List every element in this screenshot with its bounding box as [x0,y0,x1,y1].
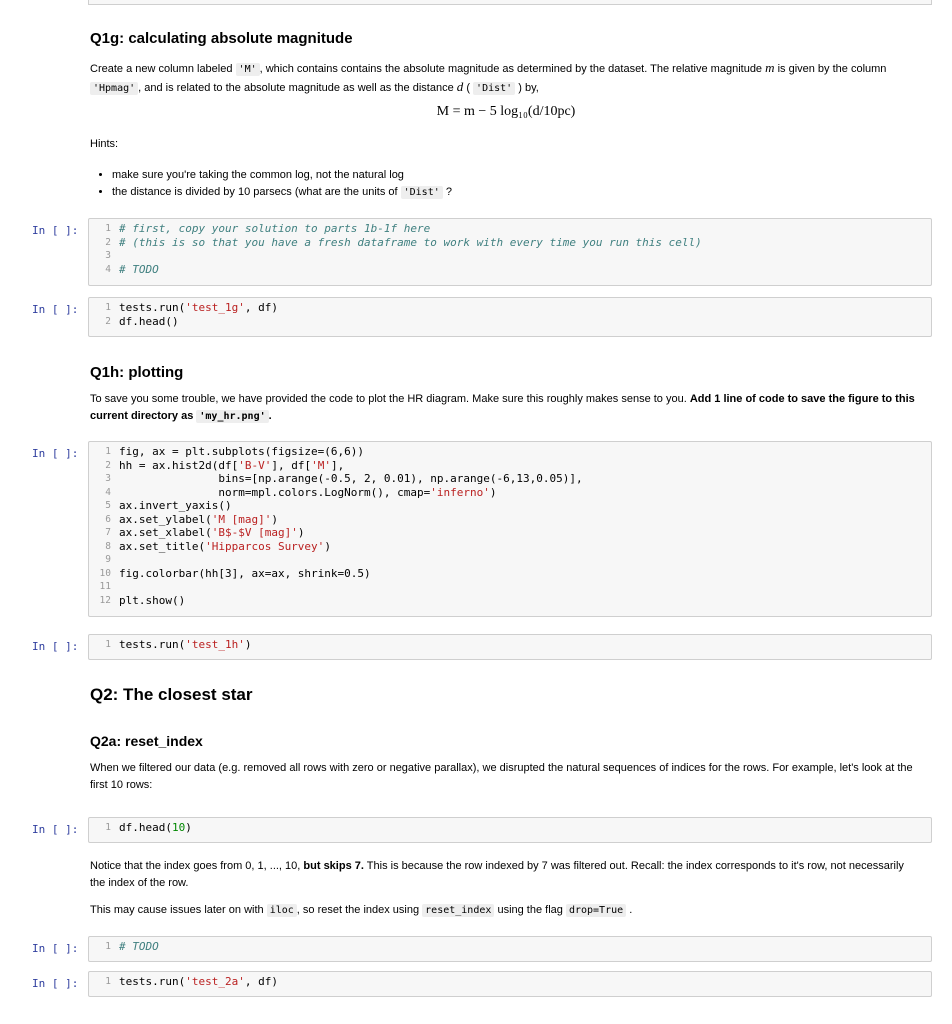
markdown-cell-index-note [90,858,922,919]
code-line: 2 hh = ax.hist2d(df['B-V'], df['M'], [105,458,345,472]
q2-heading: Q2: The closest star [90,685,253,704]
code-cell-2a-solution[interactable] [88,936,932,962]
code-cell-head-10[interactable] [88,817,932,843]
code-line: 1 # TODO [105,940,159,953]
code-cell-hr-plot[interactable] [88,441,932,617]
reset-index-note: This may cause issues later on with iloc , so reset the index using reset_index using the flag drop=True . [90,904,633,916]
cell-prompt: In [ ]: [32,224,79,237]
code-line: 12 plt.show() [99,593,186,607]
code-line: 8 ax.set_title('Hipparcos Survey') [105,539,331,553]
code-line: 1 tests.run('test_1g', df) [105,301,278,314]
code-line: 4 # TODO [105,262,159,276]
code-cell-test-1h[interactable] [88,634,932,660]
cell-prompt: In [ ]: [32,823,79,836]
code-line: 11 [99,581,111,592]
cell-prompt: In [ ]: [32,942,79,955]
hints-label: Hints: [90,138,119,150]
code-line: 7 ax.set_xlabel('B$-$V [mag]') [105,526,305,539]
code-line: 9 [105,554,111,565]
code-line: 3 bins=[np.arange(-0.5, 2, 0.01), np.arange(-6,13,0.05)], [105,472,583,485]
code-line: 1 fig, ax = plt.subplots(figsize=(6,6)) [105,445,365,458]
previous-cell-edge [88,0,932,5]
hint-item: • the distance is divided by 10 parsecs (what are the units of 'Dist' ? [112,184,922,201]
code-line: 10 fig.colorbar(hh[3], ax=ax, shrink=0.5) [99,566,371,580]
code-line: 1 df.head(10) [105,821,192,834]
code-cell-test-1g[interactable] [88,297,932,337]
code-cell-test-2a[interactable] [88,971,932,997]
cell-prompt: In [ ]: [32,640,79,653]
code-line: 2 # (this is so that you have a fresh dataframe to work with every time you run this cell) [105,235,702,249]
cell-prompt: In [ ]: [32,447,79,460]
hint-item: • make sure you're taking the common log, not the natural log [112,167,922,184]
cell-prompt: In [ ]: [32,977,79,990]
q1g-heading: Q1g: calculating absolute magnitude [90,30,353,47]
code-line: 3 [105,250,111,261]
magnitude-formula: M = m − 5 log₁₀(d/10pc) [436,104,576,119]
code-line: 4 norm=mpl.colors.LogNorm(), cmap='inferno') [105,485,497,499]
code-cell-1g-solution[interactable] [88,218,932,286]
code-line: 1 tests.run('test_2a', df) [105,975,278,988]
index-note: Notice that the index goes from 0, 1, ..., 10, but skips 7. This is because the row indexed by 7 was filtered out. Recall: the index corresponds to it's row, not necessarily the index of the row. [90,860,904,889]
markdown-cell-q2 [90,686,922,794]
q1g-description: Create a new column labeled 'M' , which contains contains the absolute magnitude as determined by the dataset. The relative magnitude m is given by the column 'Hpmag' , and is related to the absolute magnitude as well as the distance d ( 'Dist' ) by, [90,60,887,94]
code-line: 2 df.head() [105,314,179,328]
markdown-cell-q1h [90,364,922,425]
q2a-heading: Q2a: reset_index [90,733,203,749]
code-line: 1 # first, copy your solution to parts 1b-1f here [105,222,431,235]
hints-list [90,167,922,201]
code-line: 1 tests.run('test_1h') [105,638,252,651]
q2a-description: When we filtered our data (e.g. removed all rows with zero or negative parallax), we disrupted the natural sequences of indices for the rows. For example, let's look at the first 10 rows: [90,762,913,791]
q1h-heading: Q1h: plotting [90,364,184,381]
code-line: 6 ax.set_ylabel('M [mag]') [105,512,278,526]
cell-prompt: In [ ]: [32,303,79,316]
markdown-cell-q1g [90,30,922,201]
q1h-description: To save you some trouble, we have provided the code to plot the HR diagram. Make sure this roughly makes sense to you. Add 1 line of code to save the figure to this current directory as 'my_hr.png' . [90,393,915,422]
code-line: 5 ax.invert_yaxis() [105,499,232,512]
